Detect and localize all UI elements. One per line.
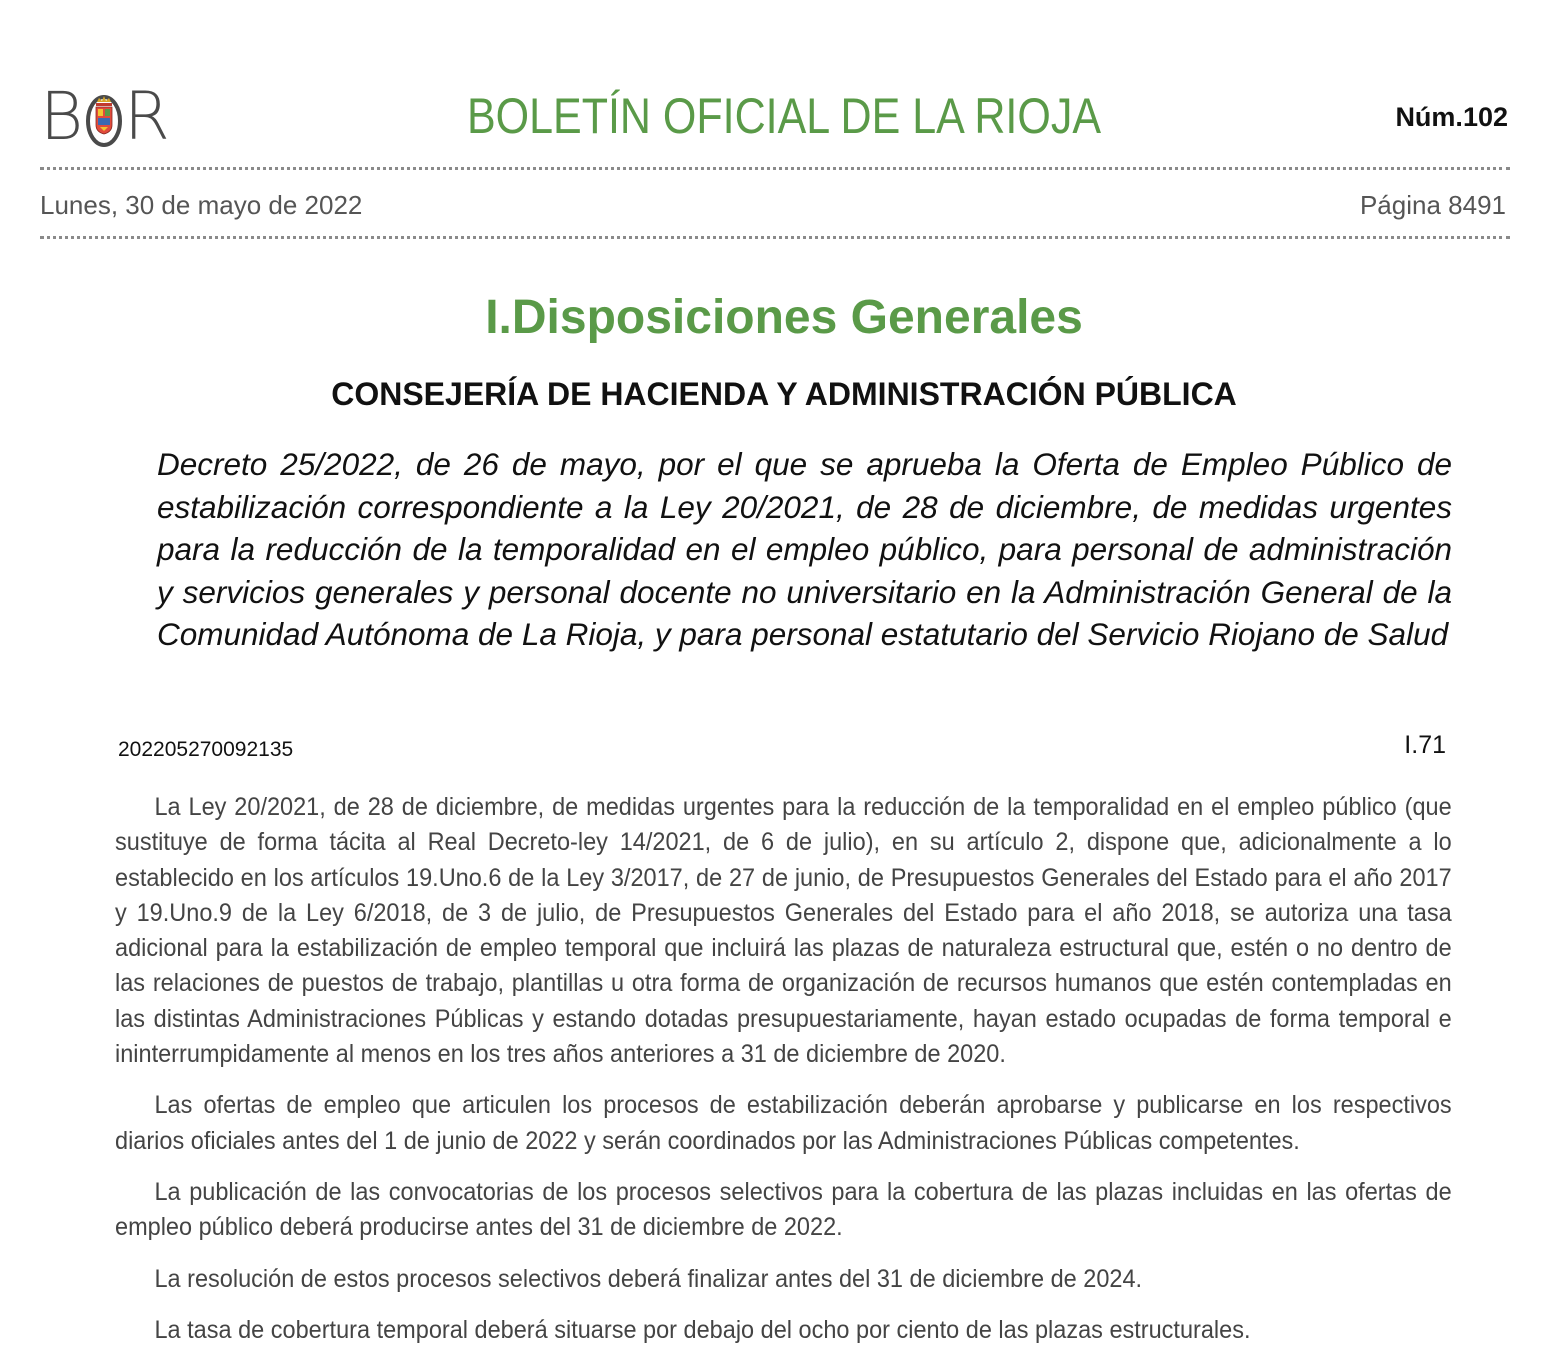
- page-number: Página 8491: [1359, 190, 1506, 220]
- issue-date: Lunes, 30 de mayo de 2022: [40, 190, 363, 220]
- body-paragraph: Las ofertas de empleo que articulen los procesos de estabilización deberán aprobarse y publicarse en los respectivos diarios oficiales antes del 1 de junio de 2022 y serán coordinados por las Administraciones Públicas competentes.: [115, 1091, 1452, 1155]
- body-paragraph: La publicación de las convocatorias de los procesos selectivos para la cobertura de las plazas incluidas en las ofertas de empleo público deberá producirse antes del 31 de diciembre de 2022.: [115, 1177, 1452, 1242]
- body-paragraph: La resolución de estos procesos selectivos deberá finalizar antes del 31 de diciembre de 2024.: [154, 1264, 1143, 1293]
- document-body: [115, 790, 1452, 1364]
- body-paragraph: La Ley 20/2021, de 28 de diciembre, de medidas urgentes para la reducción de la temporalidad en el empleo público (que sustituye de forma tácita al Real Decreto-ley 14/2021, de 6 de julio), en su artículo 2, dispone que, adicionalmente a lo establecido en los artículos 19.Uno.6 de la Ley 3/2017, de 27 de junio, de Presupuestos Generales del Estado para el año 2017 y 19.Uno.9 de la Ley 6/2018, de 3 de julio, de Presupuestos Generales del Estado para el año 2018, se autoriza una tasa adicional para la estabilización de empleo temporal que incluirá las plazas de naturaleza estructural que, estén o no dentro de las relaciones de puestos de trabajo, plantillas u otra forma de organización de recursos humanos que estén contempladas en las distintas Administraciones Públicas y estando dotadas presupuestariamente, hayan estado ocupadas de forma temporal e ininterrumpidamente al menos en los tres años anteriores a 31 de diciembre de 2020.: [115, 793, 1452, 1069]
- logo-letter-b: B: [40, 78, 84, 155]
- logo-letter-r: R: [124, 78, 170, 155]
- bulletin-title: BOLETÍN OFICIAL DE LA RIOJA: [466, 88, 1102, 144]
- dotted-divider-bottom: [40, 236, 1510, 239]
- department-heading: CONSEJERÍA DE HACIENDA Y ADMINISTRACIÓN PÚBLICA: [331, 376, 1237, 412]
- dotted-divider-top: [40, 167, 1510, 170]
- issue-number: Núm.102: [1395, 102, 1508, 132]
- document-code: 202205270092135: [118, 738, 294, 761]
- document-reference: I.71: [1404, 731, 1446, 759]
- body-paragraph: La tasa de cobertura temporal deberá situarse por debajo del ocho por ciento de las plazas estructurales.: [154, 1315, 1251, 1344]
- decree-title: Decreto 25/2022, de 26 de mayo, por el que se aprueba la Oferta de Empleo Público de estabilización correspondiente a la Ley 20/2021, de 28 de diciembre, de medidas urgentes para la reducción de la temporalidad en el empleo público, para personal de administración y servicios generales y personal docente no universitario en la Administración General de la Comunidad Autónoma de La Rioja, y para personal estatutario del Servicio Riojano de Salud: [157, 446, 1452, 653]
- section-title: I.Disposiciones Generales: [485, 291, 1083, 344]
